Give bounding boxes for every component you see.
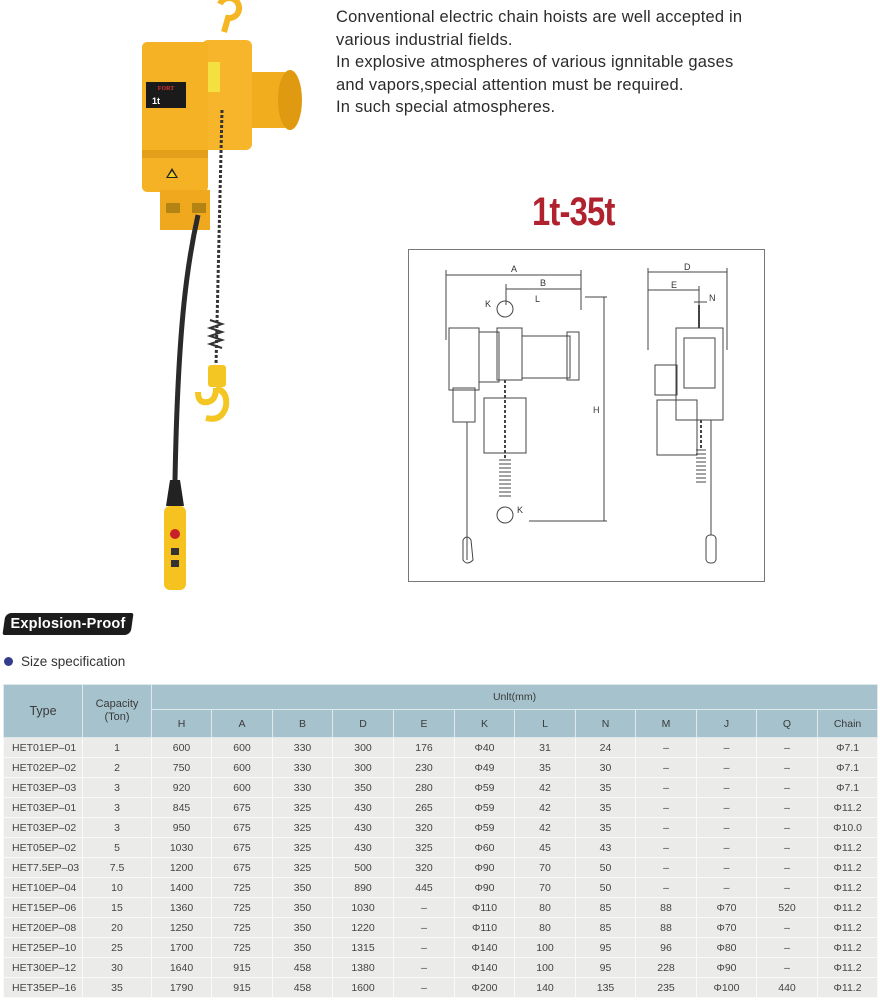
cell-k: Φ140	[455, 938, 515, 958]
column-header-h: H	[152, 710, 212, 738]
cell-d: 430	[333, 818, 394, 838]
cell-chain: Φ11.2	[818, 958, 878, 978]
section-subtitle-text: Size specification	[21, 654, 126, 669]
dim-label-d: D	[684, 262, 691, 272]
cell-n: 24	[576, 738, 636, 758]
column-header-d: D	[333, 710, 394, 738]
cell-h: 750	[152, 758, 212, 778]
column-header-n: N	[576, 710, 636, 738]
cell-k: Φ140	[455, 958, 515, 978]
cell-l: 80	[515, 918, 576, 938]
cell-j: Φ90	[697, 958, 757, 978]
cell-e: –	[394, 918, 455, 938]
cell-m: –	[636, 758, 697, 778]
cell-n: 135	[576, 978, 636, 998]
cell-b: 325	[273, 798, 333, 818]
cell-b: 325	[273, 858, 333, 878]
cell-k: Φ90	[455, 858, 515, 878]
cell-h: 845	[152, 798, 212, 818]
header-capacity	[83, 685, 152, 738]
cell-b: 350	[273, 878, 333, 898]
cell-l: 70	[515, 878, 576, 898]
cell-d: 430	[333, 838, 394, 858]
header-capacity-text: Capacity (Ton)	[95, 698, 139, 723]
cell-l: 42	[515, 818, 576, 838]
intro-line: various industrial fields.	[336, 30, 513, 49]
table-row	[4, 958, 878, 978]
cell-l: 100	[515, 938, 576, 958]
cell-capacity: 1	[83, 738, 152, 758]
cell-capacity: 3	[83, 778, 152, 798]
cell-j: Φ80	[697, 938, 757, 958]
cell-e: –	[394, 978, 455, 998]
cell-m: –	[636, 778, 697, 798]
cell-h: 1200	[152, 858, 212, 878]
cell-type: HET03EP–02	[4, 818, 83, 838]
cell-e: –	[394, 938, 455, 958]
cell-b: 350	[273, 898, 333, 918]
cell-type: HET03EP–01	[4, 798, 83, 818]
cell-j: Φ70	[697, 898, 757, 918]
bullet-icon	[4, 657, 13, 666]
cell-chain: Φ11.2	[818, 798, 878, 818]
cell-capacity: 15	[83, 898, 152, 918]
cell-b: 325	[273, 818, 333, 838]
table-row	[4, 778, 878, 798]
cell-a: 600	[212, 778, 273, 798]
column-header-b: B	[273, 710, 333, 738]
cell-type: HET25EP–10	[4, 938, 83, 958]
cell-capacity: 5	[83, 838, 152, 858]
cell-k: Φ59	[455, 778, 515, 798]
cell-j: –	[697, 818, 757, 838]
cell-j: –	[697, 838, 757, 858]
cell-q: –	[757, 798, 818, 818]
bottom-hook-icon	[198, 388, 226, 419]
cell-m: –	[636, 838, 697, 858]
cell-chain: Φ11.2	[818, 838, 878, 858]
cell-q: –	[757, 858, 818, 878]
cell-l: 45	[515, 838, 576, 858]
table-row	[4, 838, 878, 858]
cell-l: 42	[515, 798, 576, 818]
cell-n: 85	[576, 918, 636, 938]
dim-label-l: L	[535, 294, 541, 304]
cell-l: 100	[515, 958, 576, 978]
section-subtitle	[4, 654, 125, 669]
cell-n: 95	[576, 958, 636, 978]
cell-a: 725	[212, 938, 273, 958]
cell-h: 1790	[152, 978, 212, 998]
cell-chain: Φ11.2	[818, 938, 878, 958]
dimension-drawing-svg	[409, 250, 764, 581]
intro-line: and vapors,special attention must be required.	[336, 75, 684, 94]
cell-a: 675	[212, 858, 273, 878]
cell-b: 458	[273, 958, 333, 978]
table-row	[4, 918, 878, 938]
column-header-e: E	[394, 710, 455, 738]
cell-a: 725	[212, 898, 273, 918]
column-header-k: K	[455, 710, 515, 738]
cell-capacity: 20	[83, 918, 152, 938]
cell-e: 176	[394, 738, 455, 758]
cell-k: Φ200	[455, 978, 515, 998]
table-row	[4, 978, 878, 998]
cell-type: HET01EP–01	[4, 738, 83, 758]
cell-b: 350	[273, 938, 333, 958]
dim-label-k: K	[485, 299, 492, 309]
cell-capacity: 10	[83, 878, 152, 898]
cell-k: Φ60	[455, 838, 515, 858]
cell-q: 520	[757, 898, 818, 918]
cell-type: HET15EP–06	[4, 898, 83, 918]
cell-d: 1380	[333, 958, 394, 978]
cell-q: –	[757, 738, 818, 758]
cell-b: 330	[273, 758, 333, 778]
cell-n: 30	[576, 758, 636, 778]
capacity-range-title: 1t-35t	[532, 190, 615, 234]
cell-d: 500	[333, 858, 394, 878]
cell-k: Φ49	[455, 758, 515, 778]
cell-type: HET03EP–03	[4, 778, 83, 798]
cell-chain: Φ11.2	[818, 858, 878, 878]
cell-d: 1600	[333, 978, 394, 998]
cell-b: 350	[273, 918, 333, 938]
section-badge	[2, 613, 133, 635]
cell-e: –	[394, 958, 455, 978]
cell-h: 1360	[152, 898, 212, 918]
cell-h: 1700	[152, 938, 212, 958]
cell-d: 300	[333, 758, 394, 778]
intro-text	[336, 6, 796, 119]
column-header-m: M	[636, 710, 697, 738]
cell-b: 330	[273, 738, 333, 758]
cell-n: 50	[576, 878, 636, 898]
cell-m: 96	[636, 938, 697, 958]
cell-a: 675	[212, 798, 273, 818]
cell-capacity: 3	[83, 818, 152, 838]
column-header-a: A	[212, 710, 273, 738]
cell-chain: Φ7.1	[818, 738, 878, 758]
cell-m: 88	[636, 898, 697, 918]
column-header-q: Q	[757, 710, 818, 738]
cell-m: 235	[636, 978, 697, 998]
cell-capacity: 35	[83, 978, 152, 998]
cell-h: 600	[152, 738, 212, 758]
cell-a: 725	[212, 878, 273, 898]
cell-k: Φ110	[455, 898, 515, 918]
cell-j: –	[697, 798, 757, 818]
cell-type: HET35EP–16	[4, 978, 83, 998]
cell-j: –	[697, 738, 757, 758]
header-type: Type	[4, 685, 83, 738]
cell-h: 920	[152, 778, 212, 798]
cell-a: 915	[212, 978, 273, 998]
cell-j: –	[697, 778, 757, 798]
cell-capacity: 25	[83, 938, 152, 958]
section-badge-label: Explosion-Proof	[10, 616, 126, 632]
cell-j: –	[697, 758, 757, 778]
table-row	[4, 758, 878, 778]
stop-button-icon	[170, 529, 180, 539]
cell-b: 325	[273, 838, 333, 858]
cell-a: 915	[212, 958, 273, 978]
cell-j: –	[697, 878, 757, 898]
cell-a: 675	[212, 818, 273, 838]
cell-chain: Φ10.0	[818, 818, 878, 838]
cell-q: –	[757, 918, 818, 938]
cell-chain: Φ7.1	[818, 778, 878, 798]
cell-e: 265	[394, 798, 455, 818]
cell-m: –	[636, 738, 697, 758]
dimension-drawing	[408, 249, 765, 582]
cell-type: HET7.5EP–03	[4, 858, 83, 878]
cell-a: 600	[212, 758, 273, 778]
cell-h: 1400	[152, 878, 212, 898]
cell-n: 35	[576, 778, 636, 798]
hoist-product-photo	[130, 0, 310, 600]
cell-h: 1250	[152, 918, 212, 938]
cell-chain: Φ11.2	[818, 918, 878, 938]
svg-text:1t: 1t	[152, 96, 161, 106]
cell-chain: Φ7.1	[818, 758, 878, 778]
cell-q: –	[757, 838, 818, 858]
cell-e: 230	[394, 758, 455, 778]
column-header-chain: Chain	[818, 710, 878, 738]
cell-k: Φ59	[455, 818, 515, 838]
cell-q: –	[757, 958, 818, 978]
cell-q: –	[757, 778, 818, 798]
top-hook-icon	[220, 0, 239, 32]
cell-n: 95	[576, 938, 636, 958]
cell-l: 42	[515, 778, 576, 798]
cell-d: 300	[333, 738, 394, 758]
cell-j: Φ100	[697, 978, 757, 998]
dim-label-h: H	[593, 405, 600, 415]
cell-q: –	[757, 878, 818, 898]
cell-m: –	[636, 858, 697, 878]
cell-n: 35	[576, 818, 636, 838]
table-row	[4, 938, 878, 958]
cell-a: 675	[212, 838, 273, 858]
cell-l: 80	[515, 898, 576, 918]
table-row	[4, 738, 878, 758]
cell-l: 35	[515, 758, 576, 778]
cell-n: 85	[576, 898, 636, 918]
header-unit: Unlt(mm)	[152, 685, 878, 710]
cell-m: 88	[636, 918, 697, 938]
cell-chain: Φ11.2	[818, 878, 878, 898]
cell-a: 725	[212, 918, 273, 938]
svg-text:FORT: FORT	[157, 86, 175, 92]
cell-capacity: 30	[83, 958, 152, 978]
column-header-l: L	[515, 710, 576, 738]
cell-n: 43	[576, 838, 636, 858]
cell-h: 1030	[152, 838, 212, 858]
cell-type: HET30EP–12	[4, 958, 83, 978]
cell-m: –	[636, 878, 697, 898]
dim-label-e: E	[671, 280, 678, 290]
cell-e: 320	[394, 818, 455, 838]
cell-q: –	[757, 938, 818, 958]
table-row	[4, 818, 878, 838]
cell-e: –	[394, 898, 455, 918]
cell-m: –	[636, 818, 697, 838]
cell-chain: Φ11.2	[818, 978, 878, 998]
cell-k: Φ40	[455, 738, 515, 758]
cell-m: 228	[636, 958, 697, 978]
table-row	[4, 878, 878, 898]
cell-j: –	[697, 858, 757, 878]
cell-m: –	[636, 798, 697, 818]
cell-h: 1640	[152, 958, 212, 978]
cell-h: 950	[152, 818, 212, 838]
size-spec-table	[3, 684, 878, 998]
cell-type: HET20EP–08	[4, 918, 83, 938]
cell-capacity: 7.5	[83, 858, 152, 878]
cell-k: Φ110	[455, 918, 515, 938]
cell-j: Φ70	[697, 918, 757, 938]
cell-e: 280	[394, 778, 455, 798]
cell-n: 50	[576, 858, 636, 878]
cell-type: HET02EP–02	[4, 758, 83, 778]
cell-k: Φ90	[455, 878, 515, 898]
cell-q: –	[757, 818, 818, 838]
cell-capacity: 2	[83, 758, 152, 778]
cell-chain: Φ11.2	[818, 898, 878, 918]
cell-type: HET05EP–02	[4, 838, 83, 858]
dim-label-n: N	[709, 293, 716, 303]
cell-b: 330	[273, 778, 333, 798]
cell-d: 350	[333, 778, 394, 798]
dim-label-k-bottom: K	[517, 505, 524, 515]
intro-line: Conventional electric chain hoists are well accepted in	[336, 8, 743, 26]
intro-line: In such special atmospheres.	[336, 98, 556, 116]
cell-e: 320	[394, 858, 455, 878]
cell-l: 31	[515, 738, 576, 758]
table-row	[4, 898, 878, 918]
dim-label-a: A	[511, 264, 518, 274]
cell-n: 35	[576, 798, 636, 818]
cell-e: 325	[394, 838, 455, 858]
cell-d: 1030	[333, 898, 394, 918]
intro-line: In explosive atmospheres of various ignnitable gases	[336, 53, 734, 71]
table-row	[4, 798, 878, 818]
dim-label-b: B	[540, 278, 547, 288]
cell-d: 1315	[333, 938, 394, 958]
cell-d: 1220	[333, 918, 394, 938]
cell-e: 445	[394, 878, 455, 898]
cell-b: 458	[273, 978, 333, 998]
cell-q: 440	[757, 978, 818, 998]
cell-a: 600	[212, 738, 273, 758]
cell-l: 140	[515, 978, 576, 998]
cell-d: 890	[333, 878, 394, 898]
cell-type: HET10EP–04	[4, 878, 83, 898]
cell-l: 70	[515, 858, 576, 878]
cell-d: 430	[333, 798, 394, 818]
cell-k: Φ59	[455, 798, 515, 818]
column-header-j: J	[697, 710, 757, 738]
cell-q: –	[757, 758, 818, 778]
cell-capacity: 3	[83, 798, 152, 818]
table-row	[4, 858, 878, 878]
